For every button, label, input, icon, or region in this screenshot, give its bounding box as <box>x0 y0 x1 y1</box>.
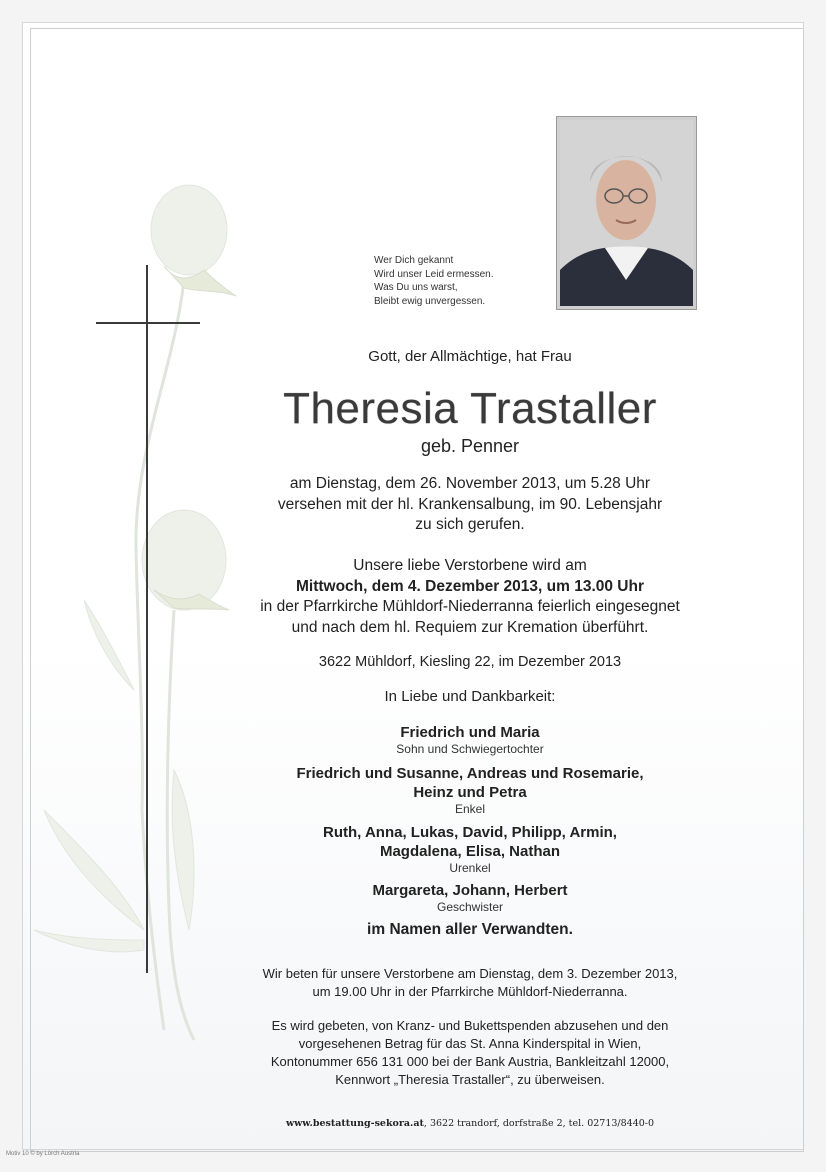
poem-line: Wer Dich gekannt <box>374 255 454 266</box>
portrait-photo <box>560 120 693 306</box>
prayer-line: um 19.00 Uhr in der Pfarrkirche Mühldorf-Niederranna. <box>312 984 628 999</box>
donation-line: Kennwort „Theresia Trastaller“, zu überweisen. <box>335 1072 605 1087</box>
poem-line: Wird unser Leid ermessen. <box>374 268 494 280</box>
cross-horizontal <box>96 322 200 324</box>
mourner-group <box>230 881 710 915</box>
mourner-names: Ruth, Anna, Lukas, David, Philipp, Armin, <box>323 824 617 841</box>
funeral-notice <box>230 556 710 638</box>
death-notice <box>230 474 710 536</box>
footer-address: , 3622 trandorf, dorfstraße 2, tel. 02713/8440-0 <box>423 1118 655 1129</box>
poem-line: Bleibt ewig unvergessen. <box>374 295 486 307</box>
funeral-line: und nach dem hl. Requiem zur Kremation überführt. <box>291 618 649 636</box>
mourner-names: Heinz und Petra <box>413 784 527 801</box>
intro-text: Gott, der Allmächtige, hat Frau <box>368 348 572 365</box>
mourner-role: Sohn und Schwiegertochter <box>396 742 544 756</box>
mourner-role: Geschwister <box>436 900 504 914</box>
mourner-names: Friedrich und Susanne, Andreas und Rosemarie, <box>296 765 644 782</box>
prayer-notice <box>230 965 710 1001</box>
funeral-line: Unsere liebe Verstorbene wird am <box>353 557 587 574</box>
poem-line: Was Du uns warst, <box>374 282 458 293</box>
mourner-names: Margareta, Johann, Herbert <box>372 882 568 899</box>
memorial-poem <box>374 254 544 308</box>
donation-line: Kontonummer 656 131 000 bei der Bank Austria, Bankleitzahl 12000, <box>270 1054 670 1069</box>
death-notice-line: zu sich gerufen. <box>415 516 525 533</box>
maiden-name: geb. Penner <box>420 436 520 456</box>
mourner-group <box>230 823 710 876</box>
mourner-group <box>230 764 710 817</box>
portrait-photo-frame <box>556 116 697 310</box>
deceased-name: Theresia Trastaller <box>283 384 657 433</box>
donation-line: vorgesehenen Betrag für das St. Anna Kinderspital in Wien, <box>298 1036 642 1051</box>
website-link[interactable]: www.bestattung-sekora.at <box>285 1118 424 1129</box>
funeral-date: Mittwoch, dem 4. Dezember 2013, um 13.00 Uhr <box>295 577 644 595</box>
mourner-names: Friedrich und Maria <box>400 724 540 741</box>
donation-notice <box>230 1017 710 1089</box>
thanks-heading: In Liebe und Dankbarkeit: <box>384 688 556 705</box>
white-rose-illustration <box>24 170 264 1050</box>
death-notice-line: versehen mit der hl. Krankensalbung, im 90. Lebensjahr <box>277 495 663 513</box>
place-date: 3622 Mühldorf, Kiesling 22, im Dezember 2013 <box>318 654 622 670</box>
all-relatives: im Namen aller Verwandten. <box>367 921 573 938</box>
corner-note: Motiv 10 © by Lörch Austria <box>6 1151 80 1157</box>
donation-line: Es wird gebeten, von Kranz- und Bukettspenden abzusehen und den <box>271 1018 669 1033</box>
mourner-role: Urenkel <box>449 861 491 875</box>
mourner-role: Enkel <box>454 802 486 816</box>
funeral-home-footer <box>230 1118 710 1129</box>
cross-vertical <box>146 265 148 973</box>
mourner-group <box>230 723 710 757</box>
mourner-names: Magdalena, Elisa, Nathan <box>379 843 561 860</box>
prayer-line: Wir beten für unsere Verstorbene am Dienstag, dem 3. Dezember 2013, <box>262 966 678 981</box>
funeral-line: in der Pfarrkirche Mühldorf-Niederranna feierlich eingesegnet <box>260 598 680 615</box>
death-notice-line: am Dienstag, dem 26. November 2013, um 5.28 Uhr <box>289 475 651 492</box>
